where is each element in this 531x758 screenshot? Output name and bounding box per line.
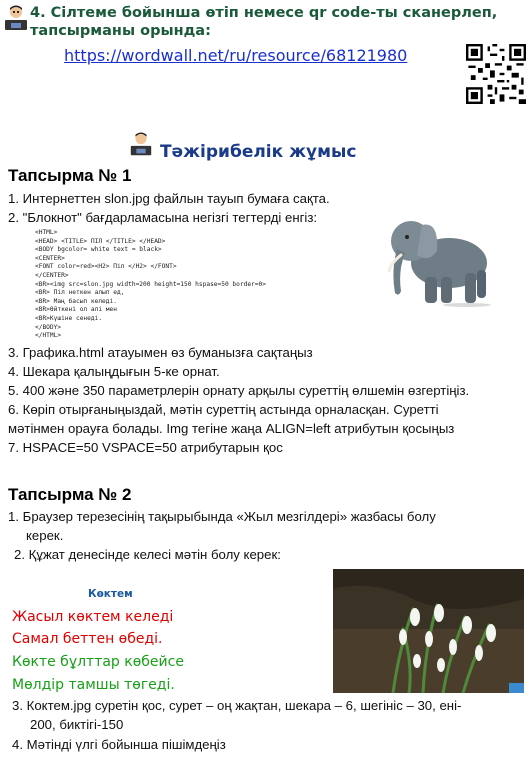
computer-user-icon	[2, 4, 30, 34]
task-2-item-3-cont: 200, биктігі-150	[30, 717, 124, 732]
task-4-instruction: 4. Сілтеме бойынша өтіп немесе qr code-ты сканерлеп,	[30, 5, 498, 21]
practice-title: Тәжірибелік жұмыс	[160, 142, 357, 162]
task-2-item-3: 3. Коктем.jpg суретін қос, сурет – оң жақтан, шекара – 6, шегініс – 30, ені-	[12, 698, 462, 713]
qr-code-icon	[466, 44, 526, 104]
task-1-item-6: 6. Көріп отырғаныңыздай, мәтін суреттің астында орналасқан. Суретті	[8, 402, 439, 417]
poem-line-2: Самал беттен өбеді.	[12, 631, 163, 647]
task-1-item-7: 7. HSPACE=50 VSPACE=50 атрибутарын қос	[8, 440, 283, 455]
poem-title: Көктем	[88, 588, 133, 600]
task-1-item-4: 4. Шекара қалыңдығын 5-ке орнат.	[8, 364, 220, 379]
task-1-title: Тапсырма № 1	[8, 166, 132, 185]
task-1-item-5: 5. 400 және 350 параметрлерін орнату арқылы суреттің өлшемін өзгертіңіз.	[8, 383, 470, 398]
task-4-instruction-cont: тапсырманы орында:	[30, 23, 211, 39]
task-1-item-3: 3. Графика.html атауымен өз буманызға сақтаңыз	[8, 345, 313, 360]
poem-line-4: Мөлдір тамшы төгеді.	[12, 677, 175, 693]
computer-user-icon	[128, 131, 154, 159]
poem-line-3: Көкте бұлттар көбейсе	[12, 654, 184, 670]
poem-line-1: Жасыл көктем келеді	[12, 609, 174, 625]
task-2-item-2: 2. Құжат денесінде келесі мәтін болу керек:	[14, 547, 281, 562]
task-2-item-1-cont: керек.	[26, 528, 64, 543]
task-2-item-1: 1. Браузер терезесінің тақырыбында «Жыл мезгілдері» жазбасы болу	[8, 509, 436, 524]
task-2-title: Тапсырма № 2	[8, 485, 132, 504]
task-1-item-2: 2. "Блокнот" бағдарламасына негізгі тегтерді енгіз:	[8, 210, 318, 225]
task-1-item-6-cont: мәтінмен орауға болады. Img тегіне жаңа ALIGN=left атрибутын қосыңыз	[8, 421, 455, 436]
wordwall-link[interactable]: https://wordwall.net/ru/resource/68121980	[64, 46, 408, 65]
snowdrops-image	[333, 569, 524, 693]
elephant-image	[377, 207, 494, 307]
task-2-item-4: 4. Мәтінді үлгі бойынша пішімдеңіз	[12, 737, 226, 752]
task-1-item-1: 1. Интернеттен slon.jpg файлын тауып бумаға сақта.	[8, 191, 330, 206]
html-code-sample: <HTML> <HEAD> <TITLE> ПІЛ </TITLE> </HEAD> <BODY bgcolor= white text = black> <CENTER> <FONT color=red><H2> Піл </H2> </FONT> </CENTER> <BR><img src=slon.jpg width=200 height=150 hspase=50 border=0> <BR> Піл неткен алып ед, <BR> Маң басып келеді. <BR>Өйткені ол алі мен <BR>Күшіне сенеді. </BODY> </HTML>	[35, 229, 266, 340]
